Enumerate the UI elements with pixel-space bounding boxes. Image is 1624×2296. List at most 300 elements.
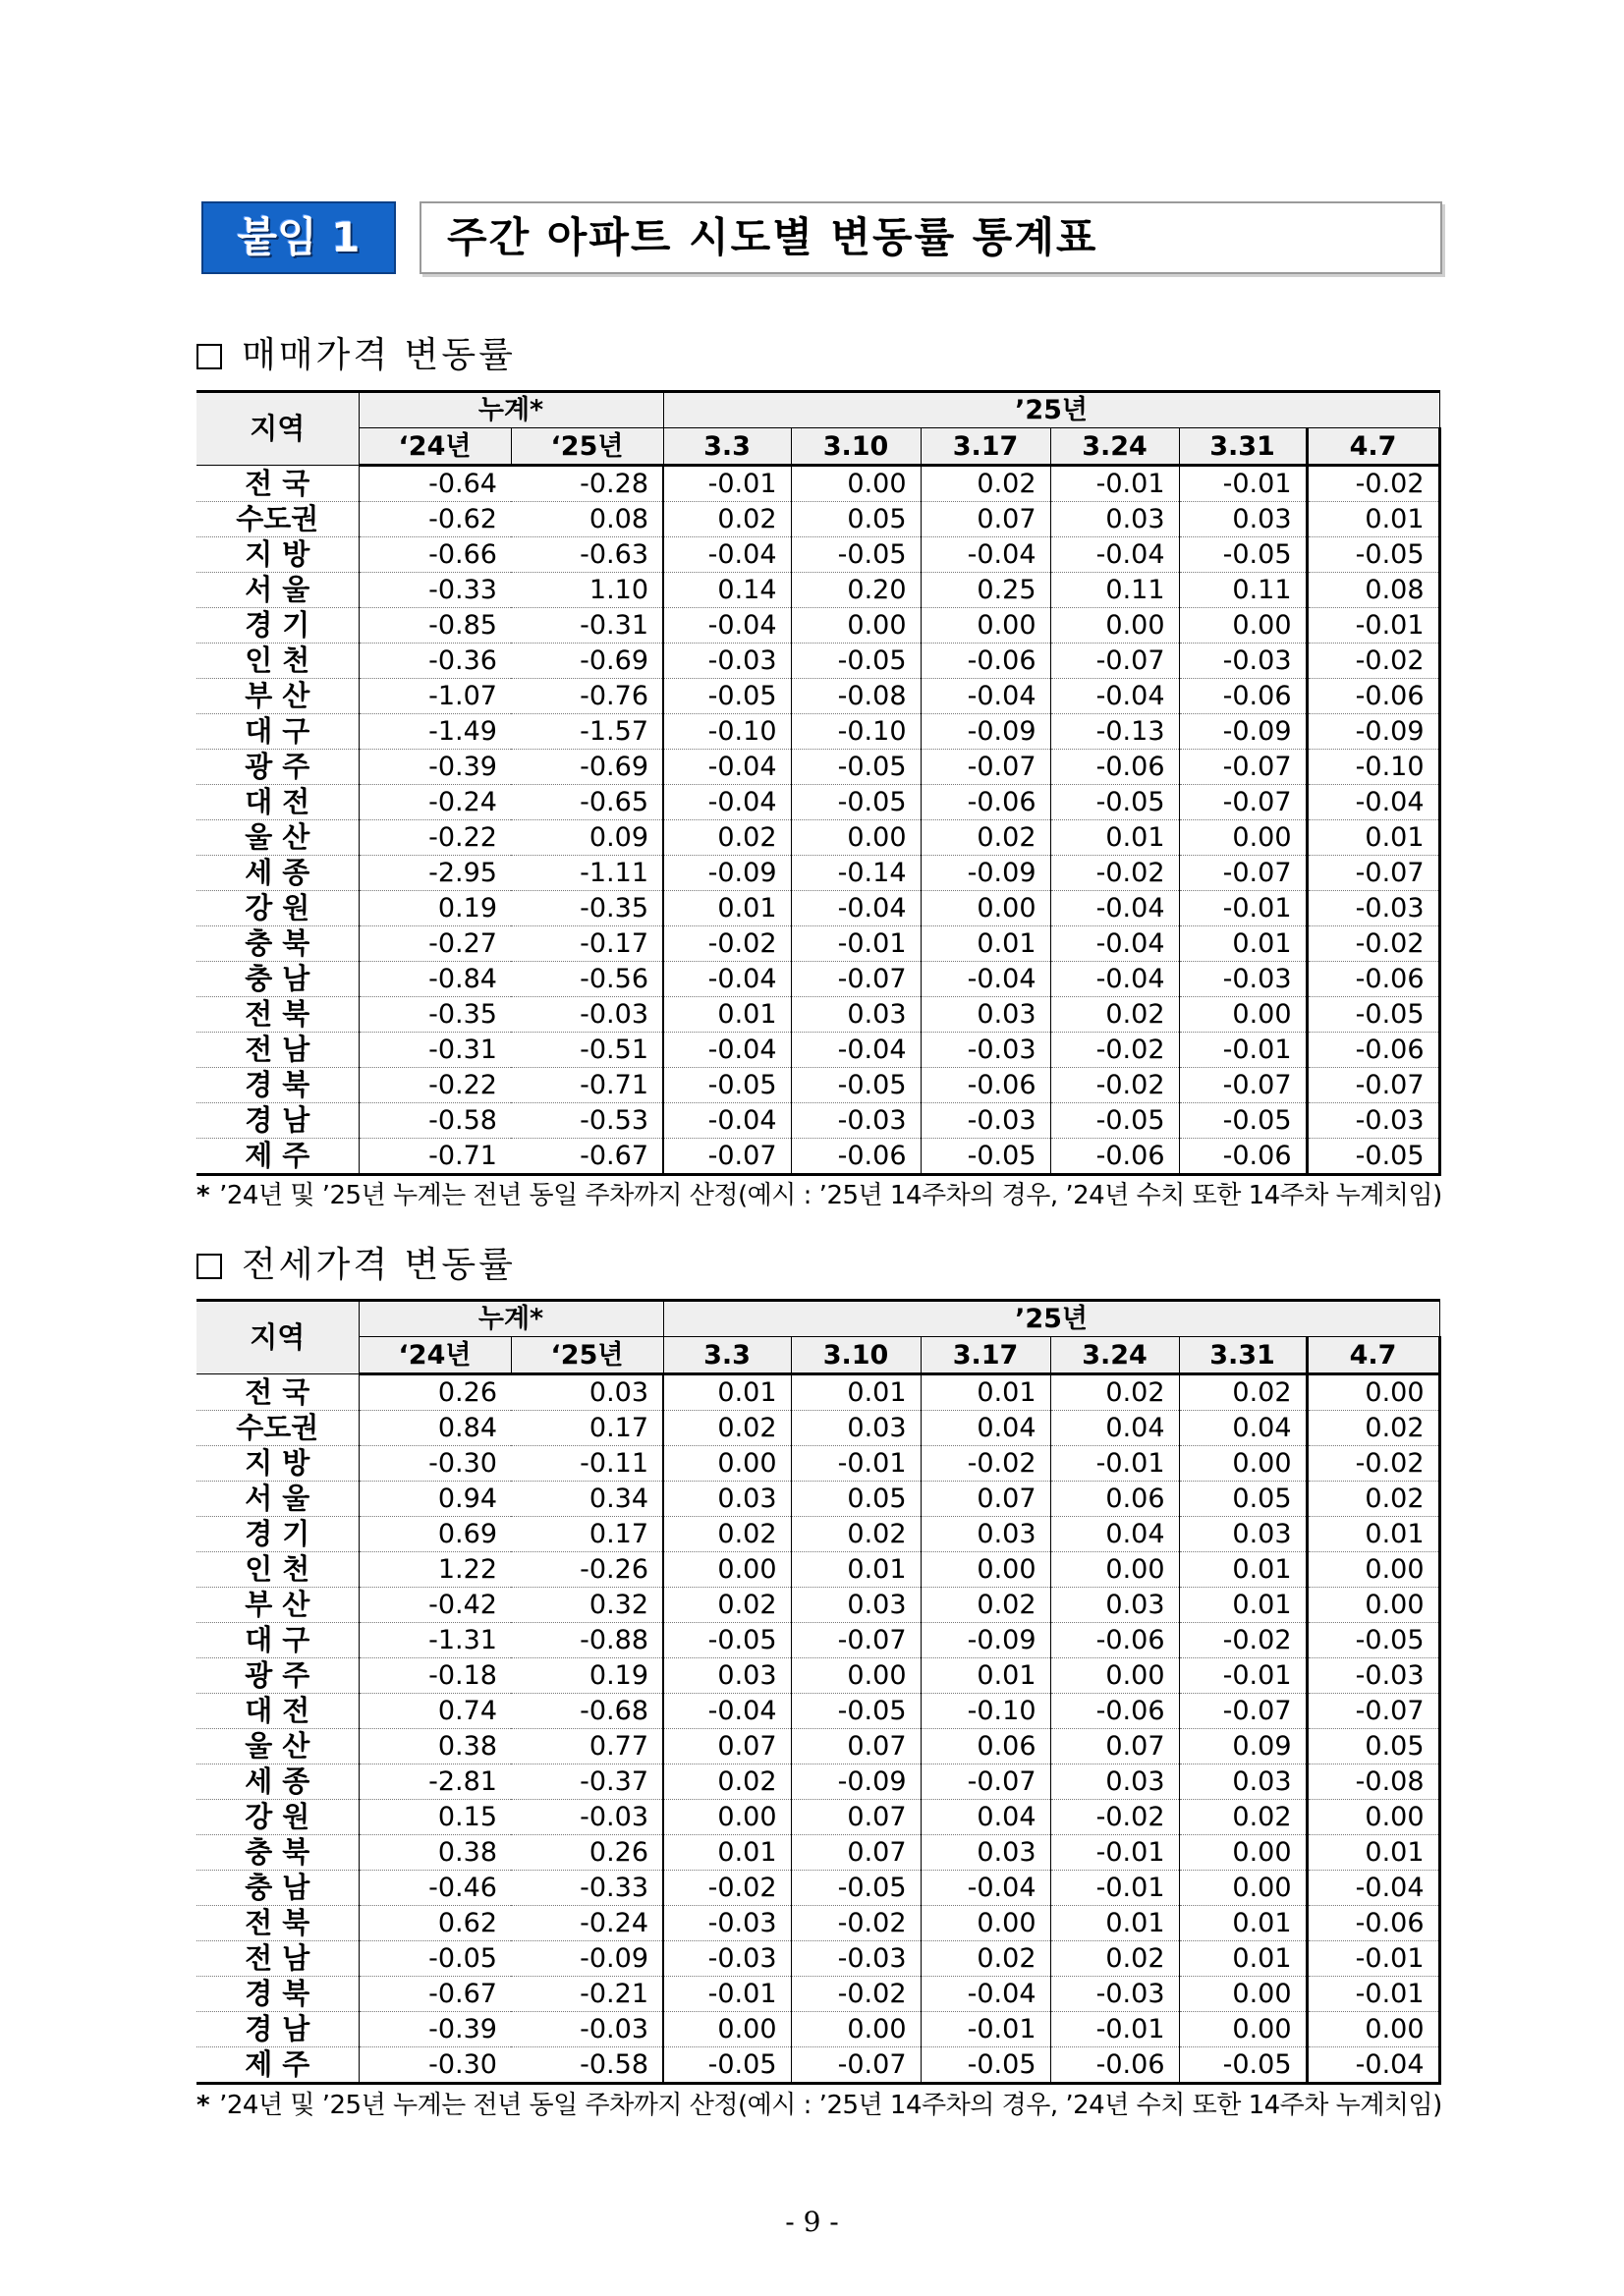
cumulative-25-cell: -0.37 (511, 1764, 663, 1800)
week-cell: -0.04 (921, 962, 1050, 997)
cumulative-25-cell: 0.32 (511, 1588, 663, 1623)
week-cell: 0.00 (921, 608, 1050, 644)
latest-week-cell: 0.02 (1307, 1482, 1439, 1517)
week-cell: -0.06 (1050, 1694, 1179, 1729)
footnote-text: ’24년 및 ’25년 누계는 전년 동일 주차까지 산정(예시 : ’25년 14주차의 경우, ’24년 수치 또한 14주차 누계치임) (219, 2091, 1442, 2120)
cumulative-24-cell: -0.58 (359, 1103, 511, 1139)
region-cell: 제 주 (196, 2047, 359, 2084)
region-cell: 충 북 (196, 926, 359, 962)
footnote-text: ’24년 및 ’25년 누계는 전년 동일 주차까지 산정(예시 : ’25년 14주차의 경우, ’24년 수치 또한 14주차 누계치임) (219, 1181, 1442, 1210)
y25-header: ‘25년 (511, 1337, 663, 1374)
latest-week-cell: -0.03 (1307, 1658, 1439, 1694)
week-cell: -0.02 (1050, 1033, 1179, 1068)
cumulative-24-cell: -0.66 (359, 537, 511, 573)
region-cell: 대 전 (196, 785, 359, 820)
week-cell: 0.03 (921, 1835, 1050, 1871)
cumulative-25-cell: -0.63 (511, 537, 663, 573)
region-cell: 수도권 (196, 1411, 359, 1446)
week-cell: 0.01 (791, 1374, 921, 1411)
week-cell: -0.09 (1179, 714, 1307, 750)
week-header: 3.17 (921, 1337, 1050, 1374)
cumulative-25-cell: -0.03 (511, 997, 663, 1033)
week-cell: 0.02 (663, 1588, 791, 1623)
week-cell: -0.03 (1179, 644, 1307, 679)
checkbox-square-icon (196, 344, 222, 369)
cumulative-24-cell: 0.26 (359, 1374, 511, 1411)
week-cell: -0.01 (1050, 466, 1179, 502)
table-row (196, 1552, 1439, 1588)
latest-week-cell: 0.00 (1307, 2012, 1439, 2047)
week-cell: -0.06 (1179, 1139, 1307, 1175)
cumulative-24-cell: 0.69 (359, 1517, 511, 1552)
week-cell: -0.02 (791, 1906, 921, 1941)
latest-week-cell: -0.03 (1307, 1103, 1439, 1139)
cumulative-24-cell: -0.46 (359, 1871, 511, 1906)
week-cell: 0.01 (1179, 1906, 1307, 1941)
latest-week-cell: 0.01 (1307, 502, 1439, 537)
cumulative-25-cell: -0.17 (511, 926, 663, 962)
cumulative-25-cell: -0.68 (511, 1694, 663, 1729)
week-cell: -0.08 (791, 679, 921, 714)
week-cell: -0.01 (1050, 1446, 1179, 1482)
week-cell: -0.04 (791, 891, 921, 926)
cumulative-25-cell: 1.10 (511, 573, 663, 608)
week-cell: 0.05 (1179, 1482, 1307, 1517)
table-row (196, 856, 1439, 891)
week-cell: -0.09 (921, 856, 1050, 891)
table-row (196, 750, 1439, 785)
region-cell: 수도권 (196, 502, 359, 537)
table-row (196, 1446, 1439, 1482)
sale-table-body (196, 466, 1439, 1175)
week-cell: -0.05 (663, 679, 791, 714)
table-row (196, 1835, 1439, 1871)
week-cell: 0.00 (663, 1446, 791, 1482)
region-cell: 부 산 (196, 679, 359, 714)
year-group-header: ’25년 (663, 392, 1439, 428)
week-cell: -0.01 (1179, 891, 1307, 926)
region-cell: 제 주 (196, 1139, 359, 1175)
week-cell: -0.04 (663, 785, 791, 820)
week-cell: 0.07 (921, 1482, 1050, 1517)
region-cell: 전 국 (196, 1374, 359, 1411)
week-header: 3.10 (791, 1337, 921, 1374)
cumulative-24-cell: -0.27 (359, 926, 511, 962)
week-cell: 0.01 (1179, 1552, 1307, 1588)
week-cell: -0.01 (921, 2012, 1050, 2047)
cumulative-24-cell: -1.49 (359, 714, 511, 750)
cumulative-25-cell: -0.69 (511, 750, 663, 785)
week-cell: -0.01 (1050, 1835, 1179, 1871)
jeonse-table-body (196, 1374, 1439, 2084)
week-cell: 0.02 (663, 1764, 791, 1800)
region-cell: 인 천 (196, 644, 359, 679)
table-row (196, 502, 1439, 537)
week-cell: 0.01 (921, 1658, 1050, 1694)
cumulative-25-cell: -0.03 (511, 1800, 663, 1835)
week-cell: 0.00 (1179, 1977, 1307, 2012)
table-row (196, 1068, 1439, 1103)
cumulative-24-cell: 1.22 (359, 1552, 511, 1588)
week-cell: 0.07 (791, 1729, 921, 1764)
week-cell: 0.02 (921, 1941, 1050, 1977)
cumulative-25-cell: -0.28 (511, 466, 663, 502)
week-cell: -0.06 (921, 1068, 1050, 1103)
cumulative-25-cell: 0.26 (511, 1835, 663, 1871)
week-header: 3.24 (1050, 428, 1179, 466)
week-cell: 0.04 (1050, 1411, 1179, 1446)
table-row (196, 1906, 1439, 1941)
cumulative-25-cell: -0.53 (511, 1103, 663, 1139)
week-cell: 0.09 (1179, 1729, 1307, 1764)
week-cell: -0.05 (791, 785, 921, 820)
week-cell: 0.01 (663, 1374, 791, 1411)
checkbox-square-icon (196, 1254, 222, 1279)
cumulative-24-cell: -0.05 (359, 1941, 511, 1977)
week-cell: -0.09 (921, 714, 1050, 750)
week-cell: -0.06 (1050, 2047, 1179, 2084)
latest-week-cell: -0.05 (1307, 997, 1439, 1033)
latest-week-cell: -0.01 (1307, 1977, 1439, 2012)
latest-week-cell: 0.01 (1307, 820, 1439, 856)
week-cell: 0.02 (921, 820, 1050, 856)
table-row (196, 1588, 1439, 1623)
week-cell: -0.04 (663, 962, 791, 997)
week-cell: 0.00 (921, 1906, 1050, 1941)
week-cell: 0.01 (791, 1552, 921, 1588)
region-cell: 전 북 (196, 1906, 359, 1941)
region-cell: 강 원 (196, 1800, 359, 1835)
week-cell: -0.02 (1179, 1623, 1307, 1658)
cumulative-25-cell: -0.31 (511, 608, 663, 644)
week-cell: 0.04 (1179, 1411, 1307, 1446)
week-cell: 0.00 (921, 891, 1050, 926)
week-cell: 0.03 (663, 1482, 791, 1517)
week-cell: 0.04 (921, 1411, 1050, 1446)
table-row (196, 1871, 1439, 1906)
latest-week-cell: -0.07 (1307, 1694, 1439, 1729)
week-cell: 0.02 (663, 1517, 791, 1552)
region-cell: 서 울 (196, 573, 359, 608)
week-cell: -0.04 (663, 1033, 791, 1068)
week-cell: -0.01 (791, 1446, 921, 1482)
week-cell: 0.01 (1179, 926, 1307, 962)
cumulative-24-cell: -0.39 (359, 750, 511, 785)
week-cell: -0.05 (663, 2047, 791, 2084)
latest-week-cell: 0.05 (1307, 1729, 1439, 1764)
table-row (196, 1033, 1439, 1068)
week-cell: -0.03 (921, 1103, 1050, 1139)
cumulative-25-cell: -0.21 (511, 1977, 663, 2012)
week-cell: 0.01 (1179, 1588, 1307, 1623)
week-cell: 0.00 (791, 2012, 921, 2047)
region-cell: 울 산 (196, 1729, 359, 1764)
week-cell: -0.02 (663, 1871, 791, 1906)
week-cell: -0.07 (791, 2047, 921, 2084)
week-cell: -0.04 (1050, 926, 1179, 962)
week-cell: 0.03 (921, 997, 1050, 1033)
week-cell: 0.00 (791, 820, 921, 856)
week-cell: -0.01 (1179, 1033, 1307, 1068)
footnote-marker: * (196, 2091, 210, 2120)
week-cell: -0.02 (1050, 1068, 1179, 1103)
week-cell: -0.09 (921, 1623, 1050, 1658)
cumulative-25-cell: 0.17 (511, 1411, 663, 1446)
week-cell: -0.02 (921, 1446, 1050, 1482)
week-cell: -0.05 (791, 1871, 921, 1906)
week-cell: -0.07 (1179, 785, 1307, 820)
table-row (196, 1411, 1439, 1446)
region-cell: 경 남 (196, 2012, 359, 2047)
cumulative-24-cell: -2.95 (359, 856, 511, 891)
week-cell: -0.04 (1050, 962, 1179, 997)
week-cell: -0.07 (791, 962, 921, 997)
cumulative-25-cell: -0.09 (511, 1941, 663, 1977)
week-cell: -0.09 (663, 856, 791, 891)
latest-week-cell: 0.01 (1307, 1517, 1439, 1552)
table-row (196, 2047, 1439, 2084)
week-cell: 0.00 (1179, 1871, 1307, 1906)
week-cell: -0.07 (1179, 1068, 1307, 1103)
week-cell: 0.02 (1050, 1374, 1179, 1411)
week-header: 3.10 (791, 428, 921, 466)
week-cell: 0.00 (921, 1552, 1050, 1588)
cumulative-24-cell: -0.30 (359, 1446, 511, 1482)
week-cell: -0.03 (791, 1941, 921, 1977)
week-cell: -0.05 (921, 2047, 1050, 2084)
latest-week-cell: -0.05 (1307, 1623, 1439, 1658)
week-cell: -0.04 (663, 537, 791, 573)
week-header: 3.31 (1179, 428, 1307, 466)
region-cell: 지 방 (196, 1446, 359, 1482)
week-cell: -0.06 (921, 644, 1050, 679)
cumulative-25-cell: -0.58 (511, 2047, 663, 2084)
table-row (196, 785, 1439, 820)
week-cell: 0.11 (1050, 573, 1179, 608)
region-cell: 전 북 (196, 997, 359, 1033)
week-cell: 0.02 (921, 466, 1050, 502)
region-cell: 세 종 (196, 1764, 359, 1800)
latest-week-cell: 0.00 (1307, 1800, 1439, 1835)
latest-week-cell: -0.05 (1307, 537, 1439, 573)
week-cell: 0.03 (663, 1658, 791, 1694)
cumulative-24-cell: -0.30 (359, 2047, 511, 2084)
table-row (196, 1977, 1439, 2012)
week-cell: -0.05 (663, 1068, 791, 1103)
region-cell: 대 구 (196, 714, 359, 750)
table-row (196, 573, 1439, 608)
week-cell: -0.07 (1179, 750, 1307, 785)
week-cell: -0.05 (1050, 785, 1179, 820)
week-cell: 0.00 (663, 1800, 791, 1835)
cumulative-25-cell: -0.56 (511, 962, 663, 997)
week-cell: -0.05 (1179, 537, 1307, 573)
table-row (196, 926, 1439, 962)
table-row (196, 2012, 1439, 2047)
latest-week-cell: -0.02 (1307, 1446, 1439, 1482)
week-cell: -0.03 (791, 1103, 921, 1139)
latest-week-cell: -0.04 (1307, 2047, 1439, 2084)
cumulative-25-cell: -0.76 (511, 679, 663, 714)
cumulative-25-cell: -0.65 (511, 785, 663, 820)
week-cell: -0.06 (791, 1139, 921, 1175)
week-cell: 0.00 (1179, 1446, 1307, 1482)
week-cell: 0.05 (791, 502, 921, 537)
week-cell: 0.05 (791, 1482, 921, 1517)
cumulative-24-cell: -0.22 (359, 820, 511, 856)
week-cell: -0.05 (791, 1694, 921, 1729)
week-cell: -0.01 (1050, 2012, 1179, 2047)
week-cell: 0.07 (1050, 1729, 1179, 1764)
week-cell: -0.04 (663, 1103, 791, 1139)
cumulative-24-cell: -0.71 (359, 1139, 511, 1175)
week-cell: -0.05 (791, 1068, 921, 1103)
week-cell: 0.01 (921, 926, 1050, 962)
week-cell: 0.01 (921, 1374, 1050, 1411)
week-header: 3.24 (1050, 1337, 1179, 1374)
week-cell: -0.05 (1179, 1103, 1307, 1139)
year-group-header: ’25년 (663, 1301, 1439, 1337)
week-cell: 0.14 (663, 573, 791, 608)
cumulative-25-cell: 0.34 (511, 1482, 663, 1517)
cumulative-25-cell: -1.11 (511, 856, 663, 891)
latest-week-cell: 0.00 (1307, 1374, 1439, 1411)
header (201, 201, 1442, 274)
week-cell: -0.05 (921, 1139, 1050, 1175)
week-cell: 0.25 (921, 573, 1050, 608)
week-header: 3.3 (663, 1337, 791, 1374)
region-cell: 인 천 (196, 1552, 359, 1588)
region-cell: 대 전 (196, 1694, 359, 1729)
latest-week-cell: -0.02 (1307, 466, 1439, 502)
table-row (196, 466, 1439, 502)
week-cell: -0.04 (663, 1694, 791, 1729)
table-row (196, 679, 1439, 714)
week-cell: 0.03 (1179, 1764, 1307, 1800)
jeonse-heading-text: 전세가격 변동률 (242, 1245, 516, 1285)
latest-week-cell: -0.09 (1307, 714, 1439, 750)
week-cell: -0.07 (1179, 856, 1307, 891)
week-cell: -0.07 (1179, 1694, 1307, 1729)
cumulative-25-cell: -1.57 (511, 714, 663, 750)
cumulative-24-cell: -0.33 (359, 573, 511, 608)
table-row (196, 997, 1439, 1033)
week-cell: 0.00 (791, 1658, 921, 1694)
region-cell: 충 북 (196, 1835, 359, 1871)
week-cell: -0.01 (791, 926, 921, 962)
week-cell: 0.20 (791, 573, 921, 608)
week-header: 3.31 (1179, 1337, 1307, 1374)
region-cell: 충 남 (196, 962, 359, 997)
latest-week-cell: -0.07 (1307, 1068, 1439, 1103)
week-cell: -0.05 (791, 537, 921, 573)
week-cell: 0.00 (791, 608, 921, 644)
week-cell: 0.02 (1050, 1941, 1179, 1977)
week-cell: -0.07 (921, 750, 1050, 785)
region-cell: 지 방 (196, 537, 359, 573)
cumulative-24-cell: -0.18 (359, 1658, 511, 1694)
region-header: 지역 (196, 1301, 359, 1374)
cumulative-25-cell: -0.35 (511, 891, 663, 926)
week-cell: -0.07 (921, 1764, 1050, 1800)
latest-week-cell: -0.07 (1307, 856, 1439, 891)
table-row (196, 891, 1439, 926)
cumulative-25-cell: -0.71 (511, 1068, 663, 1103)
week-cell: 0.07 (663, 1729, 791, 1764)
week-cell: 0.01 (1050, 1906, 1179, 1941)
latest-week-header: 4.7 (1307, 1337, 1439, 1374)
week-cell: 0.11 (1179, 573, 1307, 608)
week-cell: -0.06 (1050, 1623, 1179, 1658)
region-cell: 경 기 (196, 608, 359, 644)
region-cell: 부 산 (196, 1588, 359, 1623)
table-row (196, 820, 1439, 856)
cumulative-24-cell: -0.36 (359, 644, 511, 679)
latest-week-cell: 0.02 (1307, 1411, 1439, 1446)
table-row (196, 1764, 1439, 1800)
week-cell: -0.03 (663, 1906, 791, 1941)
table-row (196, 1139, 1439, 1175)
latest-week-cell: -0.02 (1307, 644, 1439, 679)
table-row (196, 537, 1439, 573)
table-row (196, 1729, 1439, 1764)
week-cell: -0.07 (663, 1139, 791, 1175)
y24-header: ‘24년 (359, 1337, 511, 1374)
week-cell: 0.00 (1179, 1835, 1307, 1871)
week-cell: 0.00 (791, 466, 921, 502)
cumulative-24-cell: 0.94 (359, 1482, 511, 1517)
cumulative-25-cell: -0.88 (511, 1623, 663, 1658)
latest-week-cell: -0.06 (1307, 679, 1439, 714)
week-cell: -0.10 (791, 714, 921, 750)
cumulative-24-cell: -0.31 (359, 1033, 511, 1068)
jeonse-section-heading (196, 1241, 516, 1290)
cumulative-24-cell: -0.64 (359, 466, 511, 502)
sale-table (196, 390, 1441, 1176)
week-cell: -0.04 (921, 1977, 1050, 2012)
latest-week-cell: -0.01 (1307, 608, 1439, 644)
region-cell: 경 북 (196, 1068, 359, 1103)
cumulative-25-cell: 0.77 (511, 1729, 663, 1764)
table-row (196, 1517, 1439, 1552)
week-cell: -0.07 (1050, 644, 1179, 679)
cumulative-25-cell: 0.17 (511, 1517, 663, 1552)
table-row (196, 1623, 1439, 1658)
week-cell: -0.10 (921, 1694, 1050, 1729)
latest-week-cell: -0.05 (1307, 1139, 1439, 1175)
week-cell: -0.05 (791, 644, 921, 679)
footnote-marker: * (196, 1181, 210, 1210)
cumulative-25-cell: -0.26 (511, 1552, 663, 1588)
cumulative-24-cell: -0.84 (359, 962, 511, 997)
region-cell: 경 기 (196, 1517, 359, 1552)
week-cell: -0.14 (791, 856, 921, 891)
latest-week-cell: -0.01 (1307, 1941, 1439, 1977)
latest-week-cell: 0.00 (1307, 1588, 1439, 1623)
latest-week-cell: -0.06 (1307, 962, 1439, 997)
sale-heading-text: 매매가격 변동률 (242, 335, 516, 375)
week-cell: -0.04 (921, 1871, 1050, 1906)
sale-footnote (196, 1176, 1442, 1215)
week-header: 3.3 (663, 428, 791, 466)
cumulative-24-cell: 0.19 (359, 891, 511, 926)
week-cell: -0.05 (663, 1623, 791, 1658)
week-cell: -0.13 (1050, 714, 1179, 750)
week-cell: 0.02 (1179, 1374, 1307, 1411)
table-row (196, 1694, 1439, 1729)
week-cell: -0.10 (663, 714, 791, 750)
sale-section-heading (196, 331, 516, 380)
